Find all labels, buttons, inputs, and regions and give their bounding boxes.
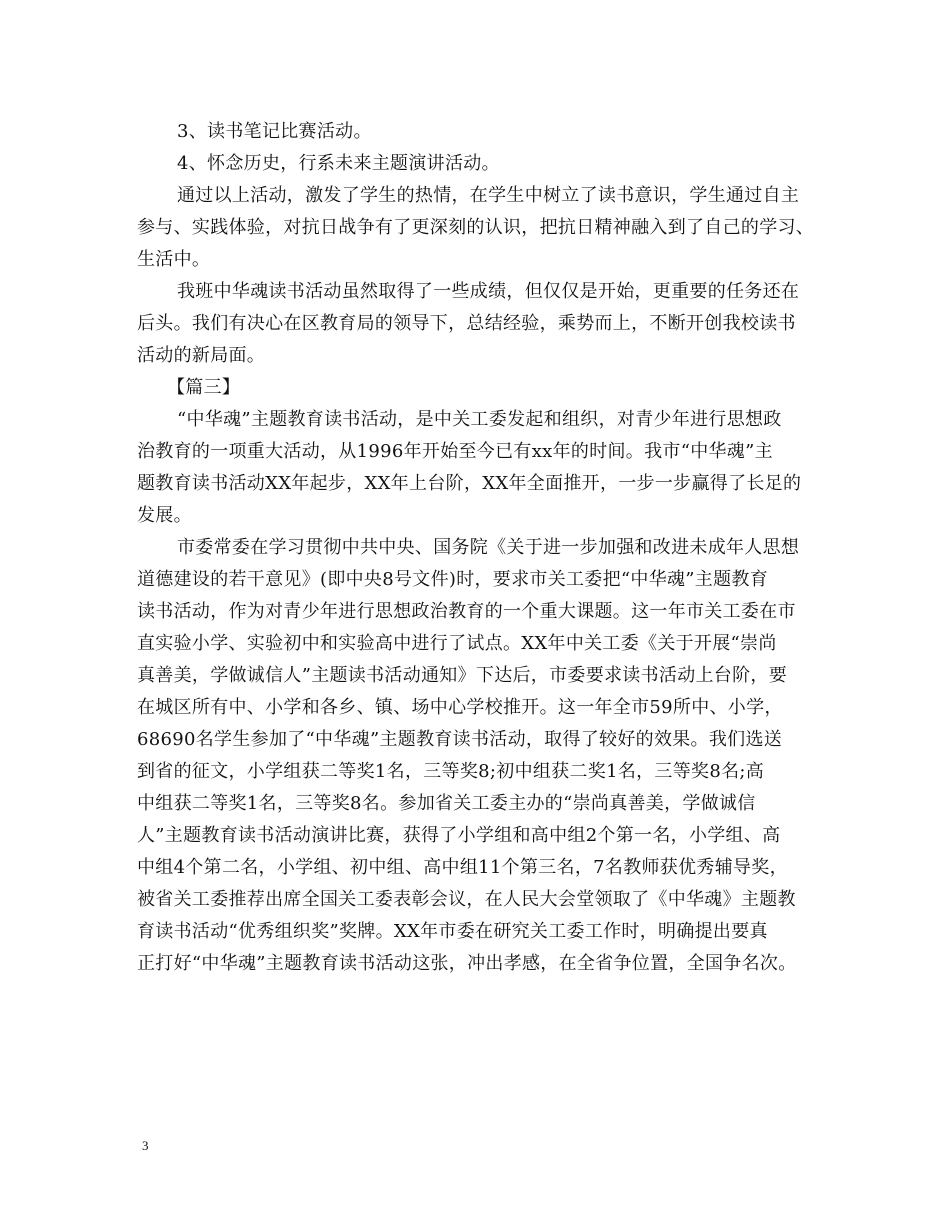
paragraph-line: 正打好“中华魂”主题教育读书活动这张，冲出孝感，在全省争位置，全国争名次。 <box>137 953 797 974</box>
list-item: 4、怀念历史，行系未来主题演讲活动。 <box>177 153 500 174</box>
paragraph-line: 治教育的一项重大活动，从1996年开始至今已有xx年的时间。我市“中华魂”主 <box>137 441 773 462</box>
list-item: 3、读书笔记比赛活动。 <box>177 121 372 142</box>
document-body <box>137 116 827 980</box>
paragraph-line: 通过以上活动，激发了学生的热情，在学生中树立了读书意识，学生通过自主 <box>177 185 800 206</box>
page-number: 3 <box>142 1138 149 1153</box>
paragraph-line: “中华魂”主题教育读书活动，是中关工委发起和组织，对青少年进行思想政 <box>177 409 782 430</box>
paragraph-line: 直实验小学、实验初中和实验高中进行了试点。XX年中关工委《关于开展“崇尚 <box>137 633 777 654</box>
paragraph-line: 育读书活动“优秀组织奖”奖牌。XX年市委在研究关工委工作时，明确提出要真 <box>137 921 768 942</box>
section-heading: 【篇三】 <box>167 377 241 398</box>
paragraph-line: 读书活动，作为对青少年进行思想政治教育的一个重大课题。这一年市关工委在市 <box>137 601 796 622</box>
paragraph-line: 68690名学生参加了“中华魂”主题教育读书活动，取得了较好的效果。我们选送 <box>137 729 783 750</box>
paragraph-line: 在城区所有中、小学和各乡、镇、场中心学校推开。这一年全市59所中、小学， <box>137 697 783 718</box>
paragraph-line: 人”主题教育读书活动演讲比赛，获得了小学组和高中组2个第一名，小学组、高 <box>137 825 781 846</box>
paragraph-line: 到省的征文，小学组获二等奖1名，三等奖8;初中组获二奖1名，三等奖8名;高 <box>137 761 765 782</box>
paragraph-line: 中组获二等奖1名，三等奖8名。参加省关工委主办的“崇尚真善美，学做诚信 <box>137 793 756 814</box>
paragraph-line: 后头。我们有决心在区教育局的领导下，总结经验，乘势而上，不断开创我校读书 <box>137 313 796 334</box>
paragraph-line: 真善美，学做诚信人”主题读书活动通知》下达后，市委要求读书活动上台阶，要 <box>137 665 787 686</box>
paragraph-line: 题教育读书活动XX年起步，XX年上台阶，XX年全面推开，一步一步赢得了长足的 <box>137 473 802 494</box>
paragraph-line: 参与、实践体验，对抗日战争有了更深刻的认识，把抗日精神融入到了自己的学习、 <box>137 217 815 238</box>
paragraph-line: 发展。 <box>137 505 192 526</box>
paragraph-line: 中组4个第二名，小学组、初中组、高中组11个第三名，7名教师获优秀辅导奖， <box>137 857 788 878</box>
paragraph-line: 活动的新局面。 <box>137 345 266 366</box>
paragraph-line: 我班中华魂读书活动虽然取得了一些成绩，但仅仅是开始，更重要的任务还在 <box>177 281 800 302</box>
paragraph-line: 市委常委在学习贯彻中共中央、国务院《关于进一步加强和改进未成年人思想 <box>177 537 800 558</box>
paragraph-line: 道德建设的若干意见》(即中央8号文件)时，要求市关工委把“中华魂”主题教育 <box>137 569 768 590</box>
paragraph-line: 生活中。 <box>137 249 211 270</box>
paragraph-line: 被省关工委推荐出席全国关工委表彰会议，在人民大会堂领取了《中华魂》主题教 <box>137 889 796 910</box>
